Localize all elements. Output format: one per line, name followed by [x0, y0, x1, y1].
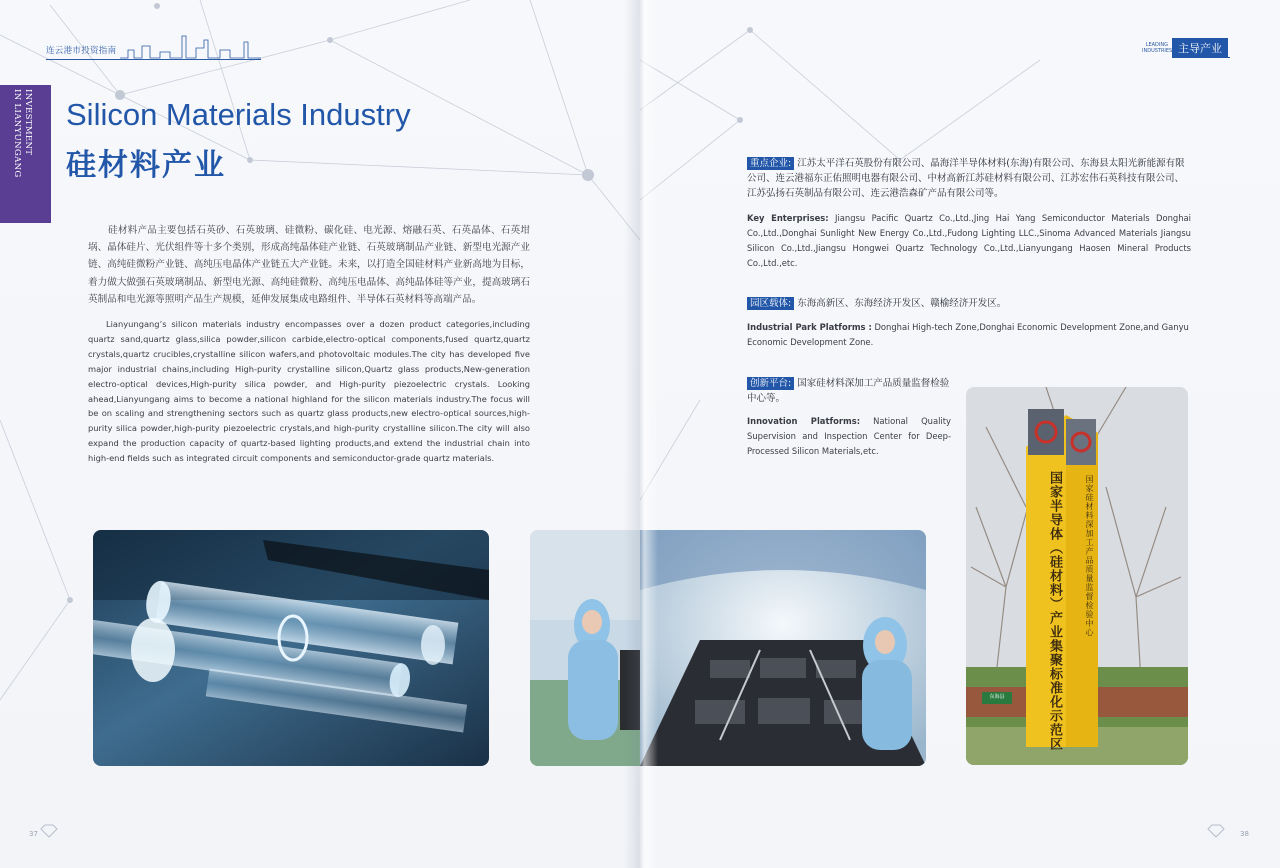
page-title-cn: 硅材料产业	[66, 148, 226, 183]
side-tab-line1: INVESTMENT	[23, 89, 33, 156]
parks-text-cn: 东海高新区、东海经济开发区、赣榆经济开发区。	[797, 298, 1007, 309]
enterprises-block	[747, 156, 1191, 271]
enterprises-en	[747, 211, 1191, 271]
enterprises-label-cn: 重点企业:	[747, 157, 794, 170]
innovation-text-cn: 国家硅材料深加工产品质量监督检验中心等。	[747, 378, 950, 404]
lab-photo-right	[640, 530, 926, 766]
header-right-small: LEADING INDUSTRIES	[1142, 42, 1173, 54]
header-right-divider	[1172, 57, 1230, 58]
parks-label-cn: 园区载体:	[747, 297, 794, 310]
sign-left-text: 国家半导体（硅材料）产业集聚标准化示范区	[1047, 471, 1062, 751]
innovation-cn	[747, 376, 951, 406]
side-tab-line2: IN LIANYUNGANG	[12, 89, 22, 178]
innovation-block	[747, 376, 951, 459]
parks-label-en: Industrial Park Platforms :	[747, 322, 872, 332]
diamond-icon-right	[1207, 824, 1225, 838]
enterprises-cn	[747, 156, 1191, 201]
intro-paragraph-cn: 硅材料产品主要包括石英砂、石英玻璃、硅微粉、碳化硅、电光源、熔融石英、石英晶体、石英坩埚、晶体硅片、光伏组件等十多个类别，形成高纯晶体硅产业链、石英玻璃制品产业链、新型电光源产业链、高纯硅微粉产业链、高纯压电晶体产业链五大产业链。未来，以打造全国硅材料产业新高地为目标，着力做大做强石英玻璃制品、新型电光源、高纯硅微粉、高纯压电晶体、高纯晶体硅等产业，提高玻璃石英制品和电光源等照明产品生产规模，延伸发展集成电路组件、半导体石英材料等高端产品。	[88, 225, 530, 305]
page-number-left: 37	[29, 830, 38, 838]
right-page	[640, 0, 1280, 868]
enterprises-label-en: Key Enterprises:	[747, 213, 829, 223]
page-number-right: 38	[1240, 830, 1249, 838]
lab-image-right	[640, 530, 926, 766]
quartz-rods-image	[93, 530, 489, 766]
header-right-tag: 主导产业	[1172, 38, 1228, 58]
enterprises-text-cn: 江苏太平洋石英股份有限公司、晶海洋半导体材料(东海)有限公司、东海县太阳光新能源有限公司、连云港福东正佑照明电器有限公司、中材高新江苏硅材料有限公司、江苏宏伟石英科技有限公司、江苏弘扬石英制品有限公司、连云港浩森矿产品有限公司等。	[747, 158, 1185, 199]
innovation-label-en: Innovation Platforms:	[747, 416, 861, 426]
header-left-title: 连云港市投资指南	[46, 46, 117, 56]
parks-text-en: Donghai High-tech Zone,Donghai Economic Development Zone,and Ganyu Economic Development Zone.	[747, 322, 1189, 347]
parks-cn	[747, 296, 1191, 311]
header-divider	[46, 59, 261, 60]
quartz-rods-photo	[93, 530, 489, 766]
enterprises-text-en: Jiangsu Pacific Quartz Co.,Ltd.,Jing Hai Yang Semiconductor Materials Donghai Co.,Ltd.,Donghai Sunlight New Energy Co.,Ltd.,Fudong Lighting LLC.,Sinoma Advanced Materials Jiangsu Silicon Co.,Ltd.,Jiangsu Hongwei Quartz Technology Co.,Ltd.,Lianyungang Haosen Mineral Products Co.,Ltd.,etc.	[747, 213, 1192, 268]
diamond-icon	[40, 824, 58, 838]
intro-paragraph-en: Lianyungang’s silicon materials industry encompasses over a dozen product categories,including quartz sand,quartz glass,silica powder,silicon carbide,electro-optical components,fused quartz,quartz crystals,quartz crucibles,crystalline silicon wafers,and photovoltaic modules.The city has developed five major industrial chains,including High-purity crystalline silicon,Quartz glass products,New-generation electro-optical devices,High-purity silica powder, and High-purity piezoelectric crystals. Looking ahead,Lianyungang aims to become a national highland for the silicon materials industry.The focus will be on scaling and strengthening sectors such as quartz glass products,new electro-optical sources,high-purity silica powder,high-purity piezoelectric crystals,and high-purity crystalline silicon.The city will also expand the production capacity of quartz-based lighting products,and extend the industrial chain into high-end fields such as integrated circuit components and semiconductor-grade quartz materials.	[88, 319, 530, 464]
innovation-text-en: National Quality Supervision and Inspection Center for Deep-Processed Silicon Materials,etc.	[747, 416, 951, 456]
page-title-en: Silicon Materials Industry	[66, 97, 411, 132]
parks-en	[747, 320, 1191, 350]
header-left	[46, 44, 261, 58]
parks-block	[747, 296, 1191, 350]
sign-right-text: 国家硅材料深加工产品质量监督检验中心	[1085, 475, 1094, 637]
innovation-en	[747, 414, 951, 459]
sign-photo	[966, 387, 1188, 765]
side-tab	[0, 85, 51, 223]
sign-plate: 东海县	[989, 694, 1005, 700]
innovation-label-cn: 创新平台:	[747, 377, 794, 390]
book-spine	[624, 0, 658, 868]
